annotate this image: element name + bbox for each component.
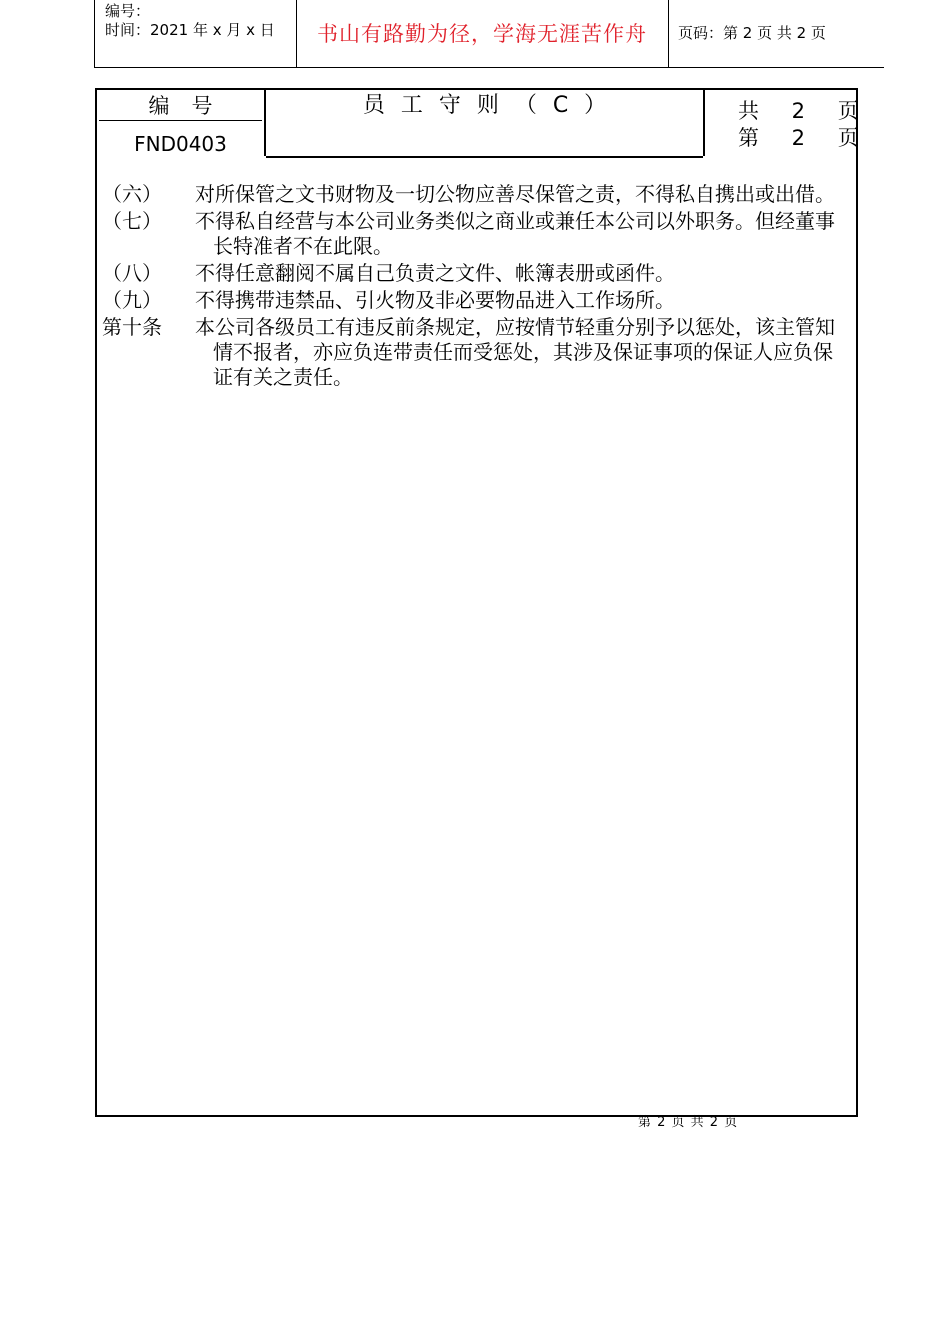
code-value: FND0403: [134, 132, 227, 156]
header-time-line: 时间：2021 年 x 月 x 日: [105, 21, 275, 39]
document-frame: [95, 88, 872, 1117]
header-page-cell: [669, 0, 884, 67]
clause-text: 不得私自经营与本公司业务类似之商业或兼任本公司以外职务。但经董事长特准者不在此限。: [195, 209, 835, 258]
clause-item: [97, 182, 856, 207]
title-block: [97, 90, 872, 156]
header-motto-cell: [296, 0, 669, 67]
code-divider: [99, 120, 262, 121]
clause-number: （六）: [102, 182, 162, 206]
document-title: 员工守则（C）: [362, 93, 623, 118]
clause-text: 不得任意翻阅不属自己负责之文件、帐簿表册或函件。: [195, 261, 675, 285]
clause-item: [97, 209, 856, 259]
code-box: [97, 90, 266, 156]
header-page-info: 页码：第 2 页 共 2 页: [678, 24, 826, 42]
clause-number: （八）: [102, 261, 162, 285]
current-page: 第 2 页: [738, 126, 872, 150]
page-header: [94, 0, 884, 68]
title-box: [266, 90, 703, 158]
clause-number: （七）: [102, 209, 162, 233]
clause-list: [97, 182, 856, 392]
clause-number: 第十条: [102, 315, 162, 339]
clause-text: 对所保管之文书财物及一切公物应善尽保管之责，不得私自携出或出借。: [195, 182, 835, 206]
total-pages: 共 2 页: [738, 99, 872, 123]
clause-item: [97, 315, 856, 390]
clause-item: [97, 261, 856, 286]
header-code-line: 编号：: [105, 2, 151, 20]
clause-text: 不得携带违禁品、引火物及非必要物品进入工作场所。: [195, 288, 675, 312]
footer-page-number: 第 2 页 共 2 页: [638, 1115, 738, 1130]
clause-text: 本公司各级员工有违反前条规定，应按情节轻重分别予以惩处，该主管知情不报者，亦应负连带责任而受惩处，其涉及保证事项的保证人应负保证有关之责任。: [195, 315, 835, 389]
clause-item: [97, 288, 856, 313]
code-label: 编号: [148, 94, 235, 118]
header-motto: 书山有路勤为径，学海无涯苦作舟: [317, 22, 647, 46]
clause-number: （九）: [102, 288, 162, 312]
header-meta-cell: [94, 0, 297, 67]
pages-box: [703, 90, 872, 156]
